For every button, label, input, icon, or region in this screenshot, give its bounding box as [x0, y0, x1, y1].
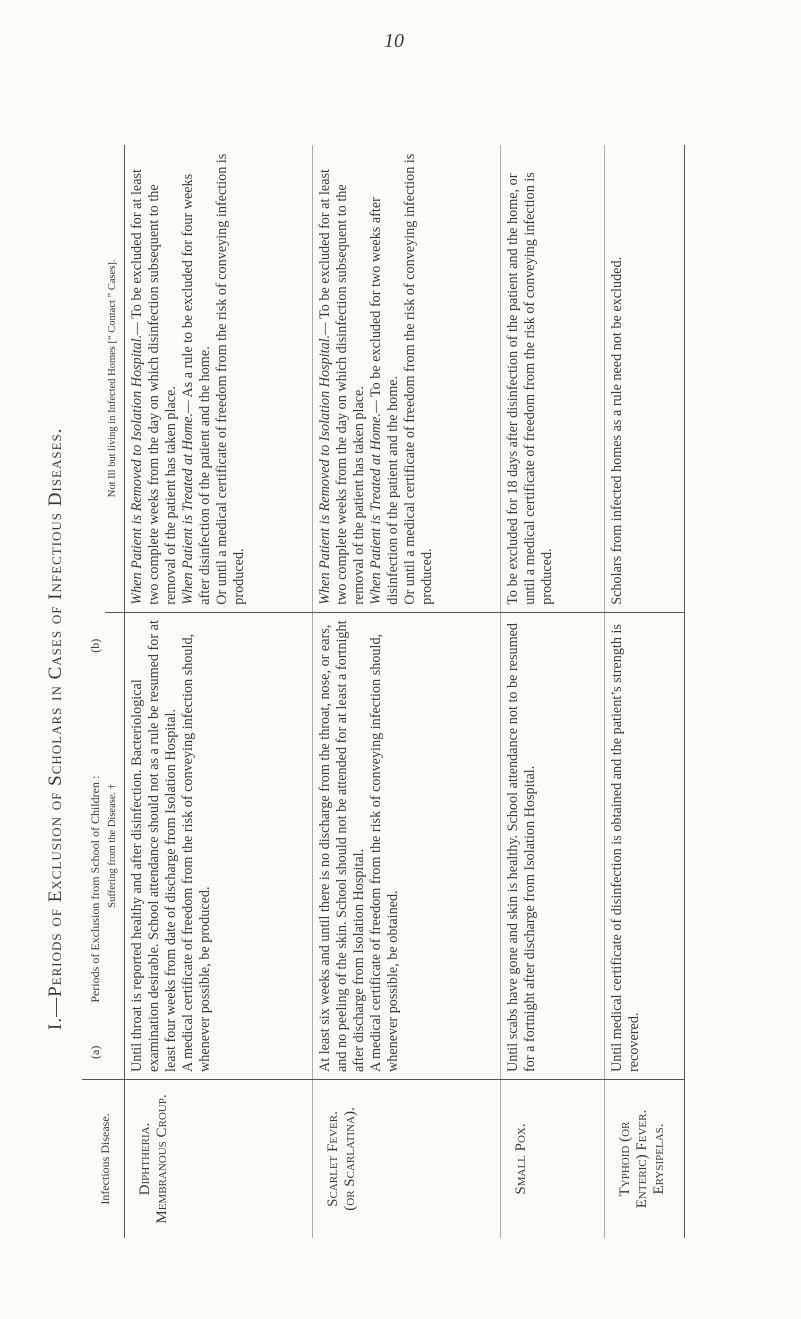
contact-removed-label: When Patient is Removed to Isolation Hospital.—	[317, 322, 333, 605]
period-suffering-text: Until scabs have gone and skin is healthy. School attendance not to be resumed for a fortnight after discharge from Isolation Hospital.	[505, 622, 538, 1072]
disease-name: Scarlet Fever.	[325, 1111, 341, 1207]
disease-name-alt: Membranous Croup.	[154, 1094, 170, 1224]
period-suffering-text: Until medical certificate of disinfection is obtained and the patient’s strength is recovered.	[609, 624, 642, 1072]
period-contact	[605, 145, 685, 612]
disease-name: Diphtheria.	[137, 1122, 153, 1196]
disease-name-extra: Erysipelas.	[651, 1123, 667, 1195]
contact-certificate-text: Or until a medical certificate of freedom from the risk of conveying infection is produced.	[214, 153, 247, 605]
contact-removed-label: When Patient is Removed to Isolation Hospital.—	[129, 322, 145, 605]
disease-cell	[605, 1080, 685, 1239]
header-disease: Infectious Disease.	[82, 1080, 125, 1239]
table-row	[313, 145, 501, 1238]
contact-removed-text: To be excluded for at least two complete weeks from the day on which disinfection subsequent to the removal of the patient has taken place.	[317, 169, 367, 605]
contact-home-text: As a rule to be excluded for four weeks after disinfection of the patient and the home.	[180, 173, 213, 605]
col-a-title: Suffering from the Disease. †	[105, 612, 125, 1079]
table-row	[125, 145, 313, 1238]
period-suffering	[313, 612, 501, 1079]
contact-removed-text: To be excluded for at least two complete weeks from the day on which disinfection subsequent to the removal of the patient has taken place.	[129, 169, 179, 605]
disease-name-cont: Enteric) Fever.	[634, 1109, 650, 1209]
period-suffering	[125, 612, 313, 1079]
period-contact	[125, 145, 313, 612]
period-suffering-text: At least six weeks and until there is no discharge from the throat, nose, or ears, and no peeling of the skin. School should not be attended for at least a fortnight after discharge from Isolation Hospital.	[317, 620, 367, 1072]
disease-cell	[125, 1080, 313, 1239]
page-title: I.—Periods of Exclusion of Scholars in Cases of Infectious Diseases.	[45, 427, 66, 1030]
table-row	[501, 145, 605, 1238]
period-contact	[501, 145, 605, 612]
disease-name: Small Pox.	[513, 1123, 529, 1195]
header-periods	[82, 145, 105, 1080]
exclusion-table	[82, 145, 800, 1238]
table-footer-space	[685, 145, 801, 1238]
table-row	[605, 145, 685, 1238]
disease-name: Typhoid (or	[617, 1121, 633, 1197]
page-number: 10	[384, 30, 404, 52]
contact-text: To be excluded for 18 days after disinfection of the patient and the home, or until a medical certificate of freedom from the risk of conveying infection is produced.	[505, 172, 555, 605]
exclusion-table-rotated	[82, 145, 800, 1238]
period-contact	[313, 145, 501, 612]
col-a-marker: (a)	[88, 1045, 102, 1059]
period-suffering-note: A medical certificate of freedom from the risk of conveying infection should, whenever possible, be obtained.	[368, 633, 401, 1072]
contact-home-text: To be excluded for two weeks after disinfection of the patient and the home.	[368, 197, 401, 605]
contact-home-label: When Patient is Treated at Home.—	[180, 400, 196, 605]
disease-cell	[313, 1080, 501, 1239]
period-suffering-note: A medical certificate of freedom from the risk of conveying infection should, whenever possible, be produced.	[180, 633, 213, 1072]
disease-name-alt: (or Scarlatina).	[342, 1107, 358, 1211]
contact-home-label: When Patient is Treated at Home.—	[368, 400, 384, 605]
period-suffering	[605, 612, 685, 1079]
period-suffering	[501, 612, 605, 1079]
col-b-title: Not Ill but living in Infected Homes [“ Contact ” Cases].	[105, 145, 125, 612]
contact-certificate-text: Or until a medical certificate of freedom from the risk of conveying infection is produced.	[402, 153, 435, 605]
contact-text: Scholars from infected homes as a rule need not be excluded.	[609, 256, 625, 605]
col-b-marker: (b)	[88, 638, 102, 653]
header-periods-text: Periods of Exclusion from School of Children :	[88, 775, 102, 1003]
period-suffering-text: Until throat is reported healthy and after disinfection. Bacteriological examination desirable. School attendance should not as a rule be resumed for at least four weeks from date of discharge from Isolation Hospital.	[129, 620, 179, 1072]
disease-cell	[501, 1080, 605, 1239]
